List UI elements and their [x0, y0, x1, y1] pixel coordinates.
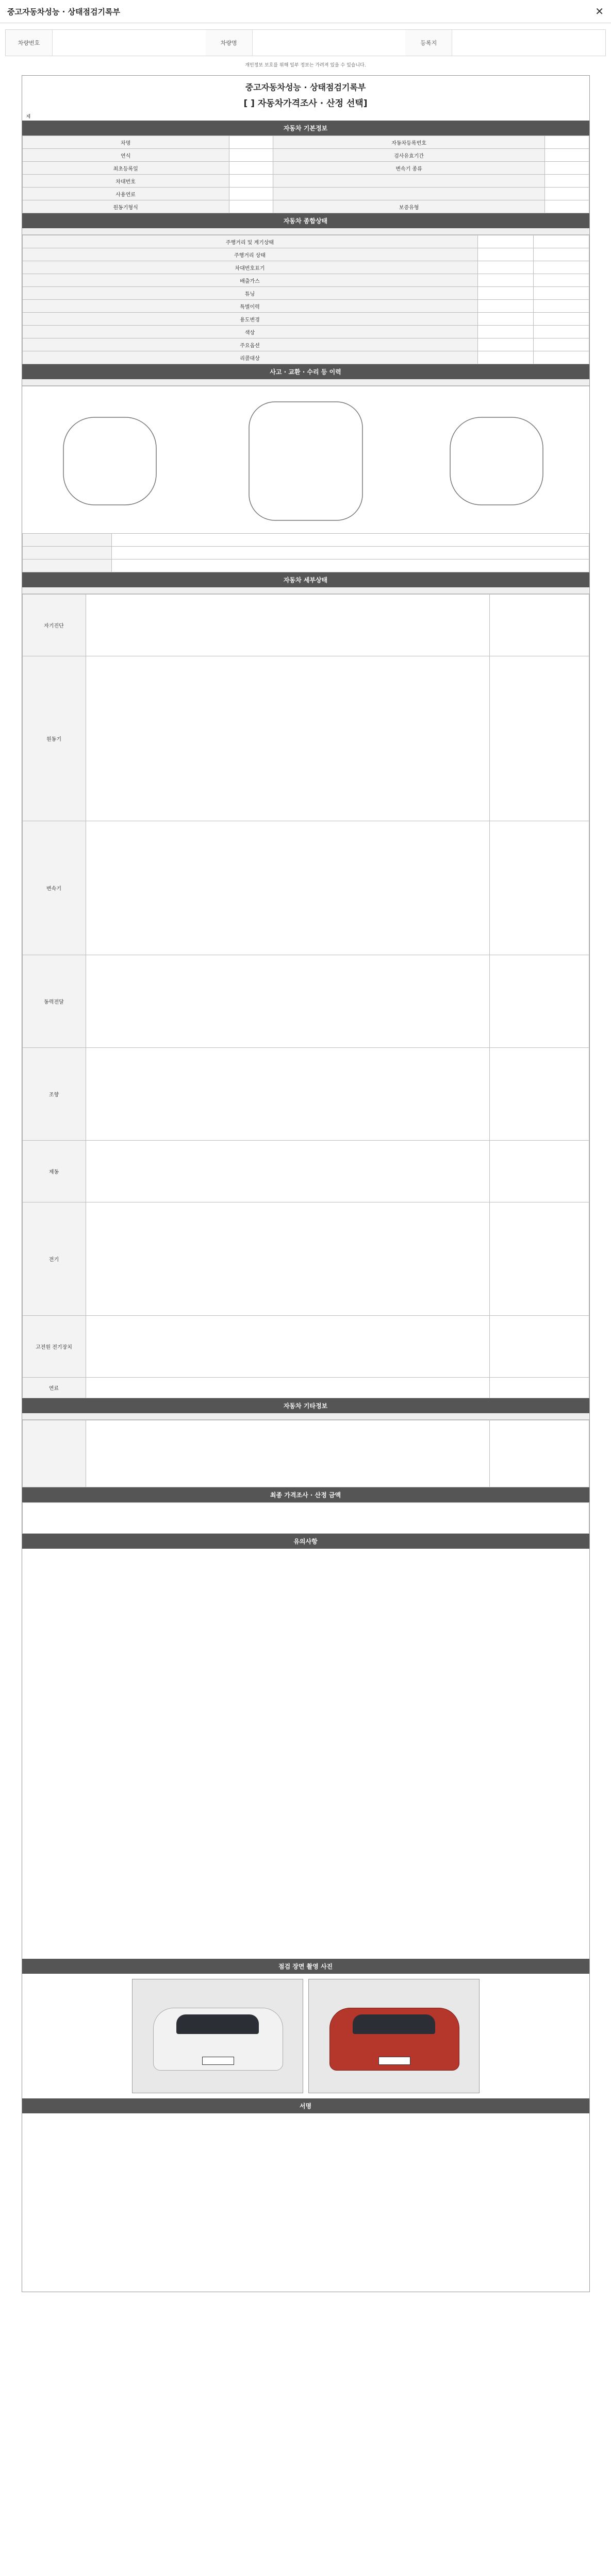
- region-value: [452, 30, 605, 56]
- table-row: 주행거리 상태: [22, 248, 589, 261]
- table-row: 연식 검사유효기간: [22, 149, 589, 162]
- signature-block: [22, 2113, 589, 2292]
- vehicle-infobar: [5, 29, 606, 56]
- doc-no: 제: [26, 114, 31, 120]
- table-row: 주요옵션: [22, 338, 589, 351]
- model-value: [252, 30, 406, 56]
- sec8-header: 점검 장면 촬영 사진: [22, 1959, 589, 1974]
- table-row: 제동: [22, 1141, 589, 1202]
- table-row: 특별이력: [22, 300, 589, 313]
- table-row: 사용연료: [22, 188, 589, 200]
- car-no-label: 차량번호: [18, 40, 40, 46]
- sec6-header: 최종 가격조사 · 산정 금액: [22, 1487, 589, 1502]
- front-photo: [132, 1979, 303, 2093]
- close-icon[interactable]: ✕: [595, 5, 604, 18]
- table-row: 차대번호: [22, 175, 589, 188]
- table-row: 최초등록일 변속기 종류: [22, 162, 589, 175]
- doc-subtitle: [ ] 자동차가격조사 · 산정 선택]: [243, 98, 368, 109]
- table-row: [22, 1420, 589, 1487]
- table-row: 차명 자동차등록번호: [22, 136, 589, 149]
- sec4-subheader: [22, 587, 589, 594]
- sec7-header: 유의사항: [22, 1534, 589, 1549]
- table-row: 변속기: [22, 821, 589, 955]
- table-row: [22, 560, 589, 572]
- table-row: 고전원 전기장치: [22, 1316, 589, 1378]
- sec4-header: 자동차 세부상태: [22, 572, 589, 587]
- sec5-subheader: [22, 1413, 589, 1420]
- notice-text: 개인정보 보호를 위해 일부 정보는 가려져 있을 수 있습니다.: [245, 63, 366, 68]
- sec2-subheader: [22, 228, 589, 235]
- rear-photo: [308, 1979, 480, 2093]
- table-row: 튜닝: [22, 287, 589, 300]
- sec3-header: 사고 · 교환 · 수리 등 이력: [22, 364, 589, 379]
- accident-table: [22, 533, 589, 572]
- other-info-table: [22, 1420, 589, 1487]
- price-table: [22, 1502, 589, 1534]
- table-row: 주행거리 및 계기상태: [22, 235, 589, 248]
- table-row: 배출가스: [22, 274, 589, 287]
- table-row: 조향: [22, 1048, 589, 1141]
- table-row: [22, 547, 589, 560]
- inspection-photos: [22, 1974, 589, 2098]
- table-row: 연료: [22, 1378, 589, 1398]
- table-row: [22, 534, 589, 547]
- table-row: 원동기: [22, 656, 589, 821]
- table-row: 동력전달: [22, 955, 589, 1048]
- sec5-header: 자동차 기타정보: [22, 1398, 589, 1413]
- sec1-header: 자동차 기본정보: [22, 121, 589, 135]
- sec2-header: 자동차 종합상태: [22, 213, 589, 228]
- table-row: 자기진단: [22, 595, 589, 656]
- sec9-header: 서명: [22, 2098, 589, 2113]
- car-diagram: [22, 386, 589, 533]
- table-row: 색상: [22, 326, 589, 338]
- region-label: 등록지: [420, 40, 437, 46]
- overall-status-table: [22, 235, 589, 364]
- car-outline-diagram: [22, 386, 588, 533]
- notice: [5, 61, 606, 68]
- window-title: 중고자동차성능 · 상태점검기록부: [7, 7, 121, 16]
- inspection-document: [22, 75, 590, 2292]
- table-row: 원동기형식 보증유형: [22, 200, 589, 213]
- model-label: 차량명: [220, 40, 237, 46]
- notes-text: [22, 1549, 589, 1959]
- sec3-subheader: [22, 379, 589, 386]
- table-row: 리콜대상: [22, 351, 589, 364]
- table-row: [22, 1503, 589, 1534]
- doc-title: 중고자동차성능 · 상태점검기록부: [245, 82, 366, 92]
- car-no-value: [52, 30, 206, 56]
- window-titlebar: [0, 0, 611, 23]
- detail-status-table: [22, 594, 589, 1398]
- table-row: 전기: [22, 1202, 589, 1316]
- basic-info-table: [22, 135, 589, 213]
- table-row: 차대번호표기: [22, 261, 589, 274]
- table-row: 용도변경: [22, 313, 589, 326]
- doc-meta: [22, 112, 589, 121]
